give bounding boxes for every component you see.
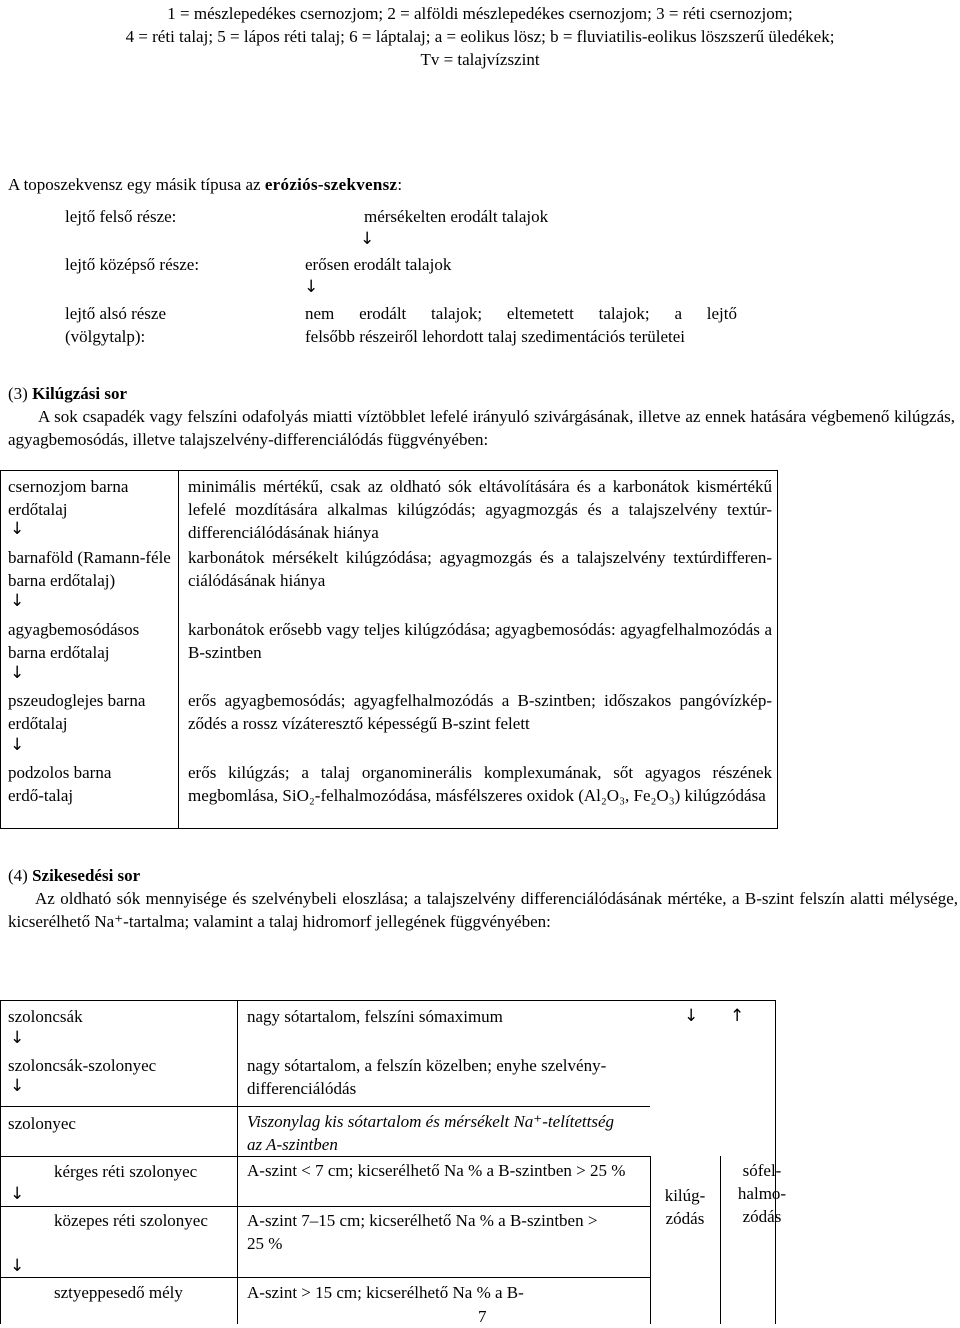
saline-soil-6: sztyeppesedő mély (54, 1283, 183, 1302)
slope-middle-value: erősen erodált talajok (305, 255, 452, 274)
arrow-down-icon: ↓ (10, 591, 25, 611)
saline-desc-5: A-szint 7–15 cm; kicserélhető Na % a B-szintben > 25 % (247, 1211, 598, 1253)
saline-desc-1: nagy sótartalom, felszíni sómaximum (247, 1007, 503, 1026)
leaching-soil-2: barnaföld (Ramann-féle barna erdőtalaj) (8, 548, 171, 590)
leaching-heading: (3) Kilúgzási sor (8, 384, 127, 403)
caption-line-2: 4 = réti talaj; 5 = lápos réti talaj; 6 = láptalaj; a = eolikus lösz; b = fluviatilis-eolikus löszszerű üledékek; (125, 27, 835, 46)
slope-upper-value: mérsékelten erodált talajok (364, 207, 549, 226)
erosion-term: eróziós-szekvensz (264, 175, 398, 194)
saline-desc-4: A-szint < 7 cm; kicserélhető Na % a B-szintben > 25 % (247, 1161, 626, 1180)
leaching-soil-4: pszeudoglejes barna erdőtalaj (8, 691, 146, 733)
arrow-down-icon: ↓ (360, 229, 375, 249)
slope-middle-label: lejtő középső része: (65, 255, 200, 274)
saline-soil-1: szoloncsák (8, 1007, 83, 1026)
leaching-desc-1: minimális mértékű, csak az oldható sók eltávolítására és a karbonátok kismértékű lefelé mozdítására alkalmas kilúgzódás; agyagmozgás és a talajszelvény textúr-differenciálódásának hiánya (188, 477, 772, 542)
arrow-down-icon: ↓ (10, 735, 25, 755)
arrow-down-icon: ↓ (10, 1184, 25, 1204)
caption-line-1: 1 = mészlepedékes csernozjom; 2 = alföldi mészlepedékes csernozjom; 3 = réti csernozjom; (167, 4, 793, 23)
saline-soil-5: közepes réti szolonyec (54, 1211, 208, 1230)
leaching-column-label: kilúg-zódás (664, 1186, 706, 1228)
leaching-desc-4: erős agyagbemosódás; agyagfelhalmozódás a B-szintben; időszakos pangóvízkép-ződés a rossz vízáteresztő képességű B-szint felett (188, 691, 772, 733)
saline-desc-3: Viszonylag kis sótartalom és mérsékelt Na⁺-telítettség az A-szintben (247, 1112, 615, 1154)
slope-lower-label-2: (völgytalp): (65, 327, 146, 346)
leaching-desc-2: karbonátok mérsékelt kilúgzódása; agyagmozgás és a talajszelvény textúrdifferen-ciálódásának hiánya (188, 548, 772, 590)
saline-soil-4: kérges réti szolonyec (54, 1162, 198, 1181)
saline-paragraph: Az oldható sók mennyisége és szelvénybeli eloszlása; a talajszelvény differenciálódásának mértéke, a B-szint felszín alatti mélysége, kicserélhető Na⁺-tartalma; valamint a talaj hidromorf jellegének függvényében: (8, 889, 958, 931)
saline-heading: (4) Szikesedési sor (8, 866, 141, 885)
slope-lower-value-2: felsőbb részeiről lehordott talaj szedimentációs területei (305, 327, 685, 346)
slope-upper-label: lejtő felső része: (65, 207, 177, 226)
leaching-soil-1: csernozjom barna erdőtalaj (8, 477, 129, 519)
caption-line-3: Tv = talajvízszint (420, 50, 540, 69)
slope-lower-value: nem erodált talajok; eltemetett talajok; a lejtő (305, 304, 737, 323)
saline-desc-2: nagy sótartalom, a felszín közelben; enyhe szelvény-differenciálódás (247, 1056, 607, 1098)
leaching-desc-5: erős kilúgzás; a talaj organominerális komplexumának, sőt agyagos részének megbomlása, SiO₂-felhalmozódása, másfélszeres oxidok (Al₂O₃, Fe₂O₃) kilúgzódása (188, 763, 772, 805)
salt-accumulation-column-label: sófel-halmo-zódás (737, 1161, 787, 1226)
page-number: 7 (478, 1307, 487, 1326)
leaching-paragraph: A sok csapadék vagy felszíni odafolyás miatti víztöbblet lefelé irányuló szivárgásának, illetve az ennek hatására végbemenő kilúgzás, agyagbemosódás, illetve talajszelvény-differenciálódás függvényében: (8, 407, 955, 449)
figure-caption (0, 2, 960, 71)
arrow-down-icon: ↓ (10, 1256, 25, 1276)
arrow-up-icon: ↑ (730, 1006, 745, 1026)
leaching-soil-5: podzolos barna erdő-talaj (8, 763, 112, 805)
arrow-down-icon: ↓ (10, 1028, 25, 1048)
leaching-title: Kilúgzási sor (32, 384, 127, 403)
arrow-down-icon: ↓ (10, 519, 25, 539)
slope-lower-label: lejtő alsó része (65, 304, 167, 323)
saline-soil-3: szolonyec (8, 1114, 76, 1133)
leaching-soil-3: agyagbemosódásos barna erdőtalaj (8, 620, 140, 662)
arrow-down-icon: ↓ (304, 277, 319, 297)
arrow-down-icon: ↓ (10, 663, 25, 683)
arrow-down-icon: ↓ (684, 1006, 699, 1026)
erosion-intro: A toposzekvensz egy másik típusa az eróziós-szekvensz: (8, 175, 403, 194)
arrow-down-icon: ↓ (10, 1076, 25, 1096)
saline-desc-6: A-szint > 15 cm; kicserélhető Na % a B- (247, 1283, 524, 1302)
saline-soil-2: szoloncsák-szolonyec (8, 1056, 157, 1075)
leaching-desc-3: karbonátok erősebb vagy teljes kilúgzódása; agyagbemosódás: agyagfelhalmozódás a B-szintben (188, 620, 772, 662)
saline-title: Szikesedési sor (32, 866, 141, 885)
